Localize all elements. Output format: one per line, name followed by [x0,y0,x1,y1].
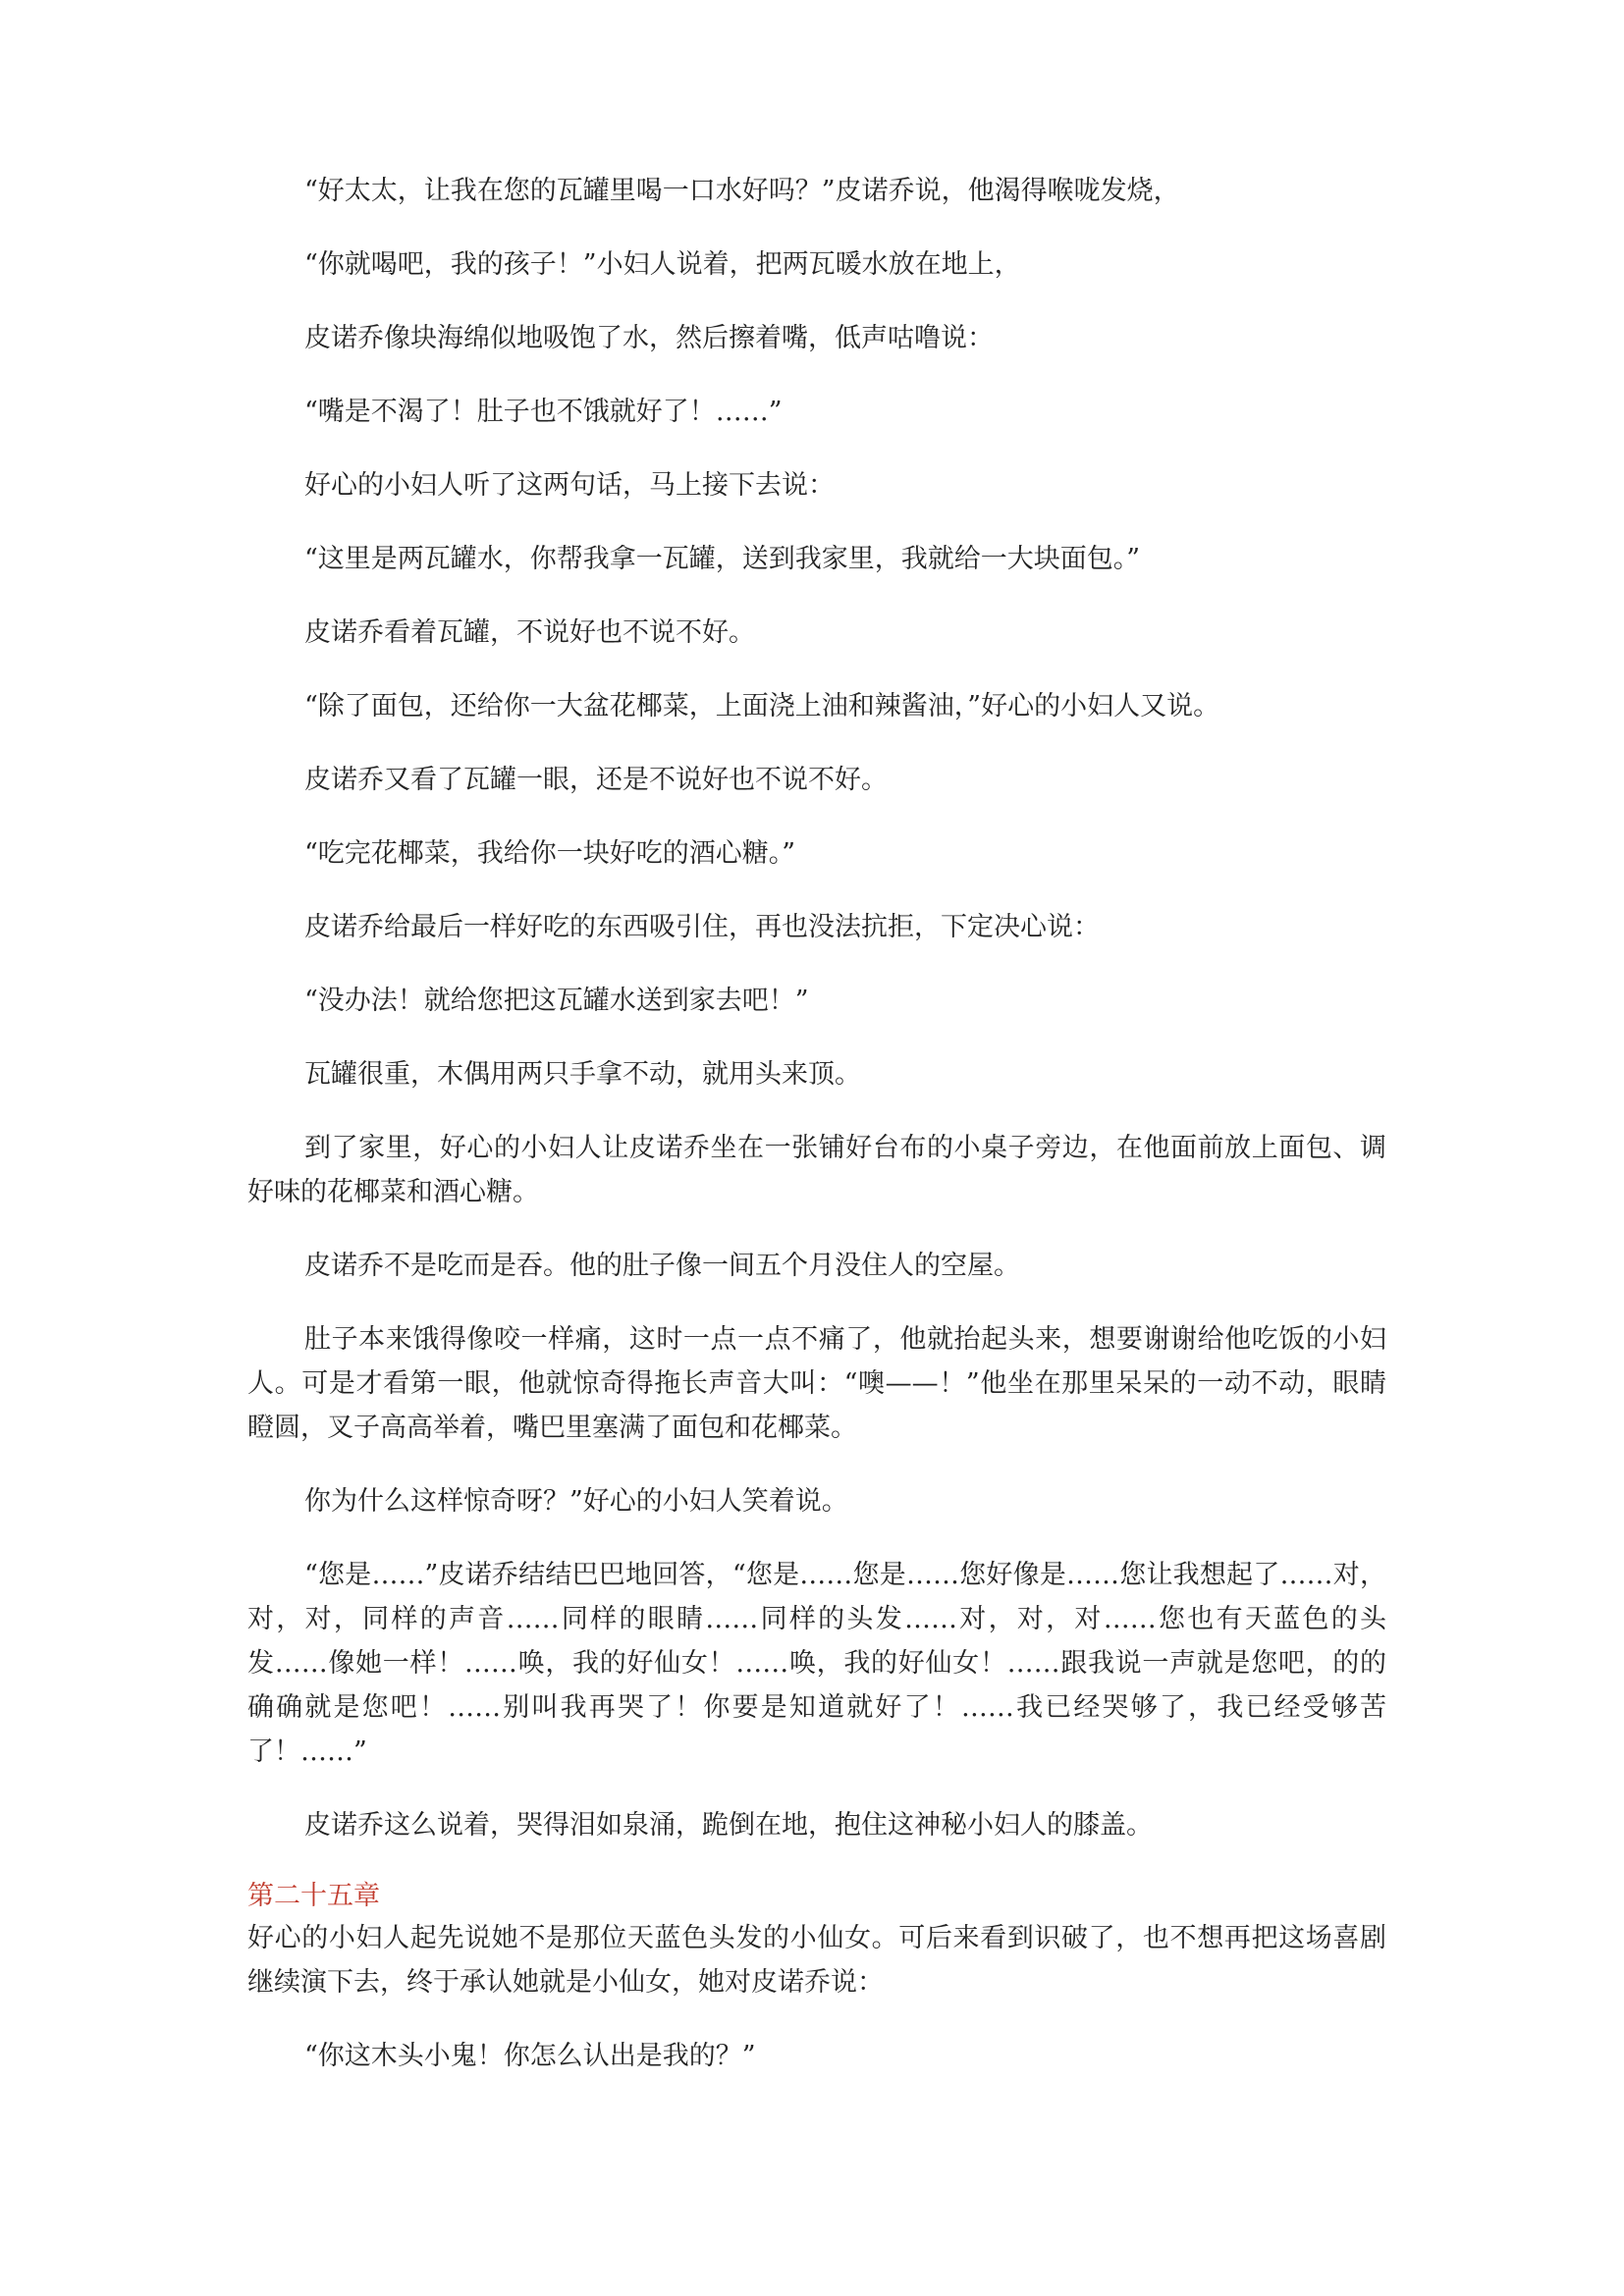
paragraph-11: 皮诺乔给最后一样好吃的东西吸引住，再也没法抗拒，下定决心说： [304,912,1100,942]
paragraph-7: 皮诺乔看着瓦罐，不说好也不说不好。 [304,617,755,648]
paragraph-20: 好心的小妇人起先说她不是那位天蓝色头发的小仙女。可后来看到识破了，也不想再把这场喜剧继续演下去，终于承认她就是小仙女，她对皮诺乔说： [247,1923,1386,1998]
paragraph-12: “没办法！就给您把这瓦罐水送到家去吧！” [304,986,809,1016]
paragraph-19: 皮诺乔这么说着，哭得泪如泉涌，跪倒在地，抱住这神秘小妇人的膝盖。 [304,1810,1153,1841]
paragraph-13: 瓦罐很重，木偶用两只手拿不动，就用头来顶。 [304,1059,861,1090]
paragraph-18: “您是……”皮诺乔结结巴巴地回答，“您是……您是……您好像是……您让我想起了……对，对，对，同样的声音……同样的眼睛……同样的头发……对，对，对……您也有天蓝色的头发……像她一样！……唤，我的好仙女！……唤，我的好仙女！……跟我说一声就是您吧，的的确确就是您吧！……别叫我再哭了！你要是知道就好了！……我已经哭够了，我已经受够苦了！……” [247,1560,1386,1767]
paragraph-6: “这里是两瓦罐水，你帮我拿一瓦罐，送到我家里，我就给一大块面包。” [304,544,1141,574]
paragraph-17: 你为什么这样惊奇呀？”好心的小妇人笑着说。 [304,1486,848,1517]
paragraph-3: 皮诺乔像块海绵似地吸饱了水，然后擦着嘴，低声咕噜说： [304,323,994,353]
paragraph-21: “你这木头小鬼！你怎么认出是我的？” [304,2041,756,2071]
paragraph-15: 皮诺乔不是吃而是吞。他的肚子像一间五个月没住人的空屋。 [304,1251,1020,1281]
paragraph-5: 好心的小妇人听了这两句话，马上接下去说： [304,470,835,501]
paragraph-8: “除了面包，还给你一大盆花椰菜，上面浇上油和辣酱油，”好心的小妇人又说。 [304,691,1220,721]
paragraph-14: 到了家里，好心的小妇人让皮诺乔坐在一张铺好台布的小桌子旁边，在他面前放上面包、调好味的花椰菜和酒心糖。 [247,1133,1386,1207]
paragraph-9: 皮诺乔又看了瓦罐一眼，还是不说好也不说不好。 [304,765,888,795]
paragraph-4: “嘴是不渴了！肚子也不饿就好了！……” [304,397,783,427]
chapter-heading: 第二十五章 [247,1881,380,1911]
paragraph-16: 肚子本来饿得像咬一样痛，这时一点一点不痛了，他就抬起头来，想要谢谢给他吃饭的小妇人。可是才看第一眼，他就惊奇得拖长声音大叫：“噢——！”他坐在那里呆呆的一动不动，眼睛瞪圆，叉子高高举着，嘴巴里塞满了面包和花椰菜。 [247,1324,1386,1443]
paragraph-2: “你就喝吧，我的孩子！”小妇人说着，把两瓦暖水放在地上， [304,249,1021,280]
paragraph-10: “吃完花椰菜，我给你一块好吃的酒心糖。” [304,838,796,869]
paragraph-1: “好太太，让我在您的瓦罐里喝一口水好吗？”皮诺乔说，他渴得喉咙发烧， [304,176,1180,206]
document-page [247,169,1386,2108]
